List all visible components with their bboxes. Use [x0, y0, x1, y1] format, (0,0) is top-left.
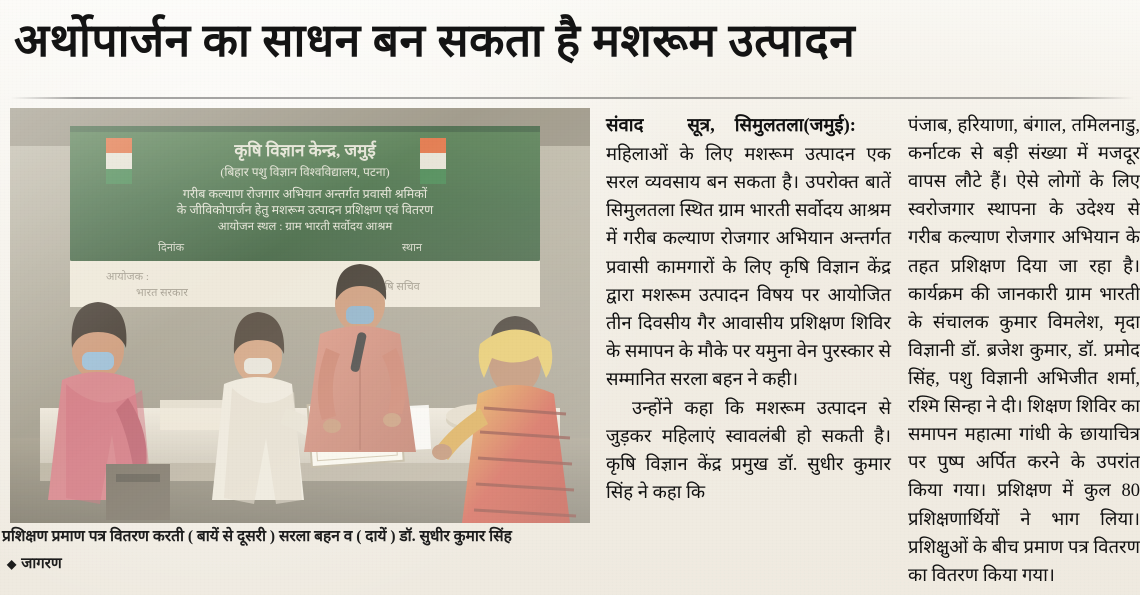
photo-caption: प्रशिक्षण प्रमाण पत्र वितरण करती ( बायें से दूसरी ) सरला बहन व ( दायें ) डॉ. सुधीर कुमार सिंह [2, 528, 512, 545]
article-paragraph-1: महिलाओं के लिए मशरूम उत्पादन एक सरल व्यवसाय बन सकता है। उपरोक्त बातें सिमुलतला स्थित ग्राम भारती सर्वोदय आश्रम में गरीब कल्याण रोजगार अभियान अन्तर्गत प्रवासी कामगारों के लिए कृषि विज्ञान केंद्र द्वारा मशरूम उत्पादन विषय पर आयोजित तीन दिवसीय गैर आवासीय प्रशिक्षण शिविर के समापन के मौके पर यमुना वेन पुरस्कार से सम्मानित सरला बहन ने कही। [606, 145, 891, 390]
bullet-icon: ◆ [7, 557, 17, 572]
photo-image [10, 108, 590, 523]
article-paragraph-3: पंजाब, हरियाणा, बंगाल, तमिलनाडु, कर्नाटक से बड़ी संख्या में मजदूर वापस लौटे हैं। ऐसे लोगों के लिए स्वरोजगार स्थापना के उदेश्य से गरीब कल्याण रोजगार अभियान के तहत प्रशिक्षण दिया जा रहा है। कार्यक्रम की जानकारी ग्राम भारती के संचालक कुमार विमलेश, मृदा विज्ञानी डॉ. ब्रजेश कुमार, डॉ. प्रमोद सिंह, पशु विज्ञानी अभिजीत शर्मा, रश्मि सिन्हा ने दी। शिक्षण शिविर का समापन महात्मा गांधी के छायाचित्र पर पुष्प अर्पित करने के उपरांत किया गया। प्रशिक्षण में कुल 80 प्रशिक्षणार्थियों ने भाग लिया। प्रशिक्षुओं के बीच प्रमाण पत्र वितरण का वितरण किया गया। [908, 116, 1140, 586]
article-paragraph-2: उन्होंने कहा कि मशरूम उत्पादन से जुड़कर महिलाएं स्वावलंबी हो सकती है। कृषि विज्ञान केंद्र प्रमुख डॉ. सुधीर कुमार सिंह ने कहा कि [606, 399, 891, 504]
article-column-2 [908, 112, 1140, 591]
article-photo [10, 108, 590, 523]
photo-credit [2, 553, 62, 573]
article-column-1 [606, 112, 891, 509]
headline-divider [10, 97, 1134, 99]
dateline-paragraph [606, 112, 891, 140]
dateline-word2: सूत्र, [687, 116, 715, 136]
page-title: अर्थोपार्जन का साधन बन सकता है मशरूम उत्पादन [14, 15, 856, 66]
photo-credit-text: जागरण [21, 556, 62, 572]
dateline-place: सिमुलतला(जमुई): [734, 116, 856, 136]
dateline-label: संवाद [606, 116, 644, 136]
